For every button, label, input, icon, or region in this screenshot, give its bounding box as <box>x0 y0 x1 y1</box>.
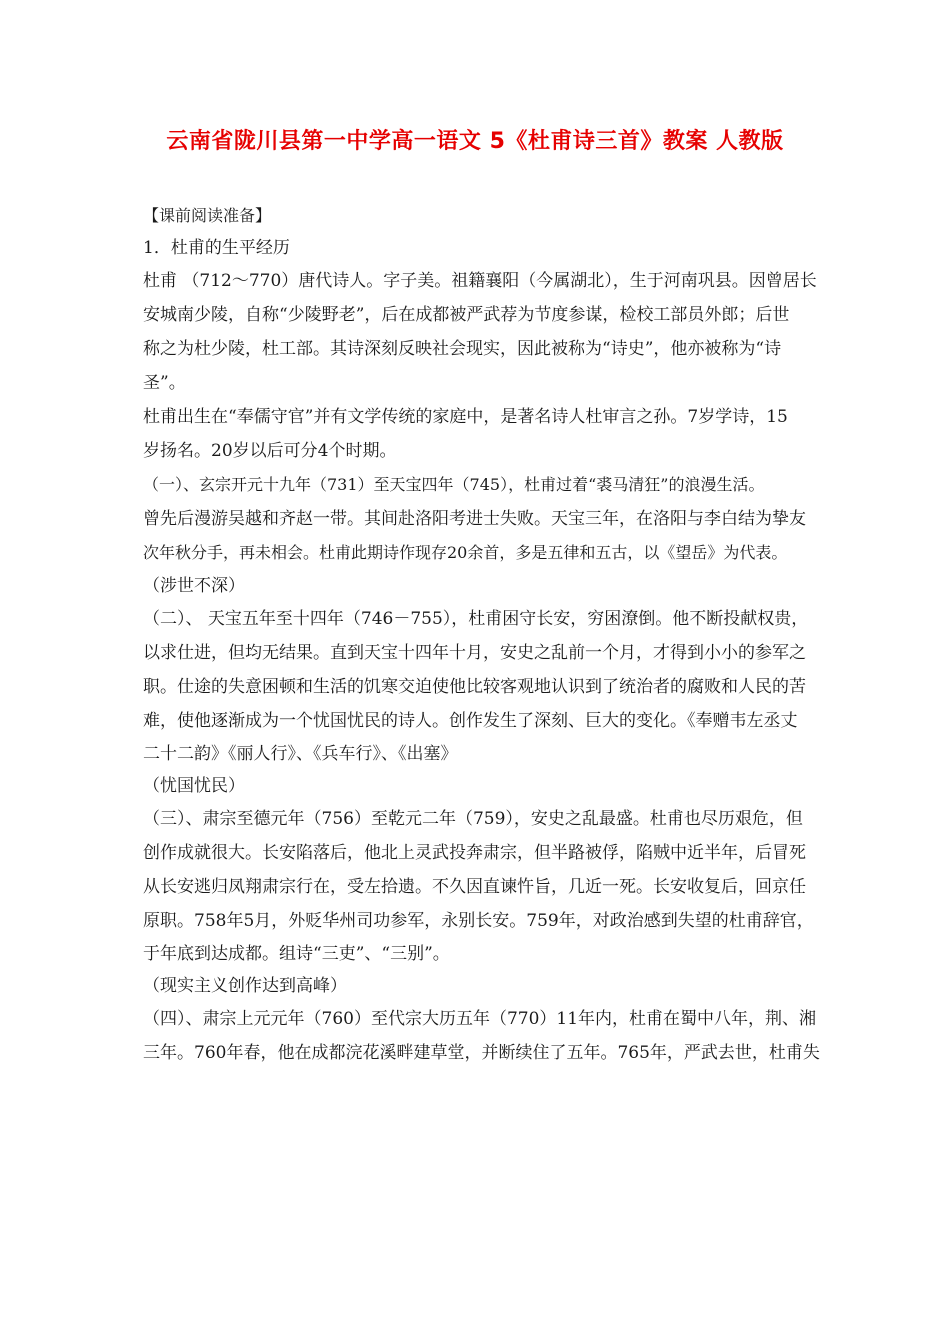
paragraph-line: 岁扬名。20岁以后可分4个时期。 <box>143 441 397 461</box>
paragraph-line: 三年。760年春，他在成都浣花溪畔建草堂，并断续住了五年。765年，严武去世，杜甫失 <box>143 1043 820 1063</box>
paragraph-line: （四）、肃宗上元元年（760）至代宗大历五年（770）11年内，杜甫在蜀中八年，荆、湘 <box>143 1009 817 1029</box>
paragraph-line: 从长安逃归凤翔肃宗行在，受左拾遗。不久因直谏忤旨，几近一死。长安收复后，回京任 <box>143 877 806 897</box>
paragraph-line: 以求仕进，但均无结果。直到天宝十四年十月，安史之乱前一个月，才得到小小的参军之 <box>143 643 806 663</box>
paragraph-line: 曾先后漫游吴越和齐赵一带。其间赴洛阳考进士失败。天宝三年，在洛阳与李白结为挚友 <box>143 509 806 529</box>
paragraph-line: （涉世不深） <box>143 576 245 596</box>
paragraph-line: 次年秋分手，再未相会。杜甫此期诗作现存20余首，多是五律和五古，以《望岳》为代表。 <box>143 543 788 562</box>
paragraph-line: （现实主义创作达到高峰） <box>143 976 347 996</box>
paragraph-line: 原职。758年5月，外贬华州司功参军，永别长安。759年，对政治感到失望的杜甫辞官， <box>143 911 814 931</box>
paragraph-line: 1．杜甫的生平经历 <box>143 238 290 258</box>
paragraph-line: 杜甫出生在“奉儒守官”并有文学传统的家庭中，是著名诗人杜审言之孙。7岁学诗，15 <box>143 407 788 427</box>
document-body <box>143 200 820 1070</box>
paragraph-line: 难，使他逐渐成为一个忧国忧民的诗人。创作发生了深刻、巨大的变化。《奉赠韦左丞丈 <box>143 711 798 731</box>
paragraph-line: 称之为杜少陵，杜工部。其诗深刻反映社会现实，因此被称为“诗史”，他亦被称为“诗 <box>143 339 782 359</box>
paragraph-line: 二十二韵》《丽人行》、《兵车行》、《出塞》 <box>143 744 458 764</box>
paragraph-line: （一）、玄宗开元十九年（731）至天宝四年（745），杜甫过着“裘马清狂”的浪漫生活。 <box>143 475 765 494</box>
paragraph-line: （二）、 天宝五年至十四年（746－755），杜甫困守长安，穷困潦倒。他不断投献权贵， <box>143 609 809 629</box>
paragraph-line: 安城南少陵，自称“少陵野老”，后在成都被严武荐为节度参谋，检校工部员外郎；后世 <box>143 305 790 325</box>
paragraph-line: 于年底到达成都。组诗“三吏”、“三别”。 <box>143 944 450 964</box>
section-heading: 【课前阅读准备】 <box>143 206 272 225</box>
paragraph-line: 职。仕途的失意困顿和生活的饥寒交迫使他比较客观地认识到了统治者的腐败和人民的苦 <box>143 677 806 697</box>
paragraph-line: （忧国忧民） <box>143 776 245 796</box>
paragraph-line: （三）、肃宗至德元年（756）至乾元二年（759），安史之乱最盛。杜甫也尽历艰危，但 <box>143 809 803 829</box>
document-title: 云南省陇川县第一中学高一语文 5《杜甫诗三首》教案 人教版 <box>166 129 784 154</box>
paragraph-line: 杜甫 （712～770）唐代诗人。字子美。祖籍襄阳（今属湖北），生于河南巩县。因曾居长 <box>143 271 817 291</box>
paragraph-line: 圣”。 <box>143 373 186 393</box>
paragraph-line: 创作成就很大。长安陷落后，他北上灵武投奔肃宗，但半路被俘，陷贼中近半年，后冒死 <box>143 843 806 863</box>
